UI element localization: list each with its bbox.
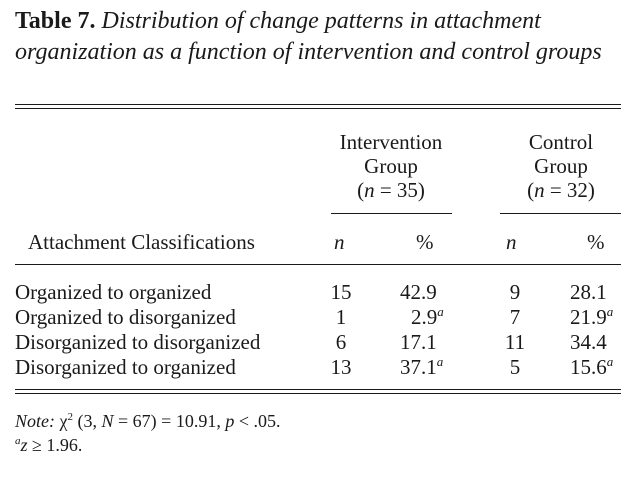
control-n: 7 (509, 305, 521, 329)
superscript-a: a (606, 354, 614, 369)
control-pct: 34.4 (570, 330, 607, 354)
intervention-n: 15 (330, 280, 352, 304)
table-caption: Distribution of change patterns in attachment organization as a function of intervention and control groups (15, 8, 602, 65)
row-label: Organized to disorganized (15, 305, 236, 329)
control-pct: 28.1 (570, 280, 607, 304)
top-rule-1 (15, 104, 621, 105)
superscript-a: a (437, 304, 444, 319)
intervention-n: 1 (335, 305, 347, 329)
superscript-a: a (436, 354, 444, 369)
intervention-pct: 17.1 (400, 330, 437, 354)
top-rule-2 (15, 108, 621, 109)
control-pct: 21.9$^a$ (570, 304, 614, 329)
row-header: Attachment Classifications (28, 230, 255, 254)
intervention-pct: 2.9$^a$ (411, 304, 444, 329)
col-header-intervention-n: n (334, 230, 345, 254)
col-header-intervention-pct: % (416, 230, 434, 254)
table-footnote: $^a$z ≥ 1.96. (15, 435, 83, 455)
row-label: Organized to organized (15, 280, 212, 304)
table-title (15, 6, 615, 68)
control-n: 11 (504, 330, 526, 354)
control-n: 5 (509, 355, 521, 379)
intervention-pct: 37.1$^a$ (400, 354, 444, 379)
intervention-pct: 42.9 (400, 280, 437, 304)
row-label: Disorganized to organized (15, 355, 236, 379)
intervention-group-header: Intervention Group (n = 35) (339, 130, 443, 202)
bottom-rule-2 (15, 393, 621, 394)
bottom-rule-1 (15, 389, 621, 390)
control-pct: 15.6$^a$ (570, 354, 614, 379)
control-group-header: Control Group (n = 32) (527, 130, 595, 202)
col-header-control-n: n (506, 230, 517, 254)
intervention-n: 6 (335, 330, 347, 354)
header-rule (15, 264, 621, 265)
control-group-rule (500, 213, 621, 214)
superscript-a: a (606, 304, 614, 319)
intervention-n: 13 (330, 355, 352, 379)
col-header-control-pct: % (587, 230, 605, 254)
intervention-group-rule (331, 213, 452, 214)
table-label: Table 7. (15, 8, 96, 34)
row-label: Disorganized to disorganized (15, 330, 261, 354)
table-note: Note: $\chi^2$ (3, N = 67) = 10.91, p < .05. (15, 411, 281, 431)
control-n: 9 (509, 280, 521, 304)
